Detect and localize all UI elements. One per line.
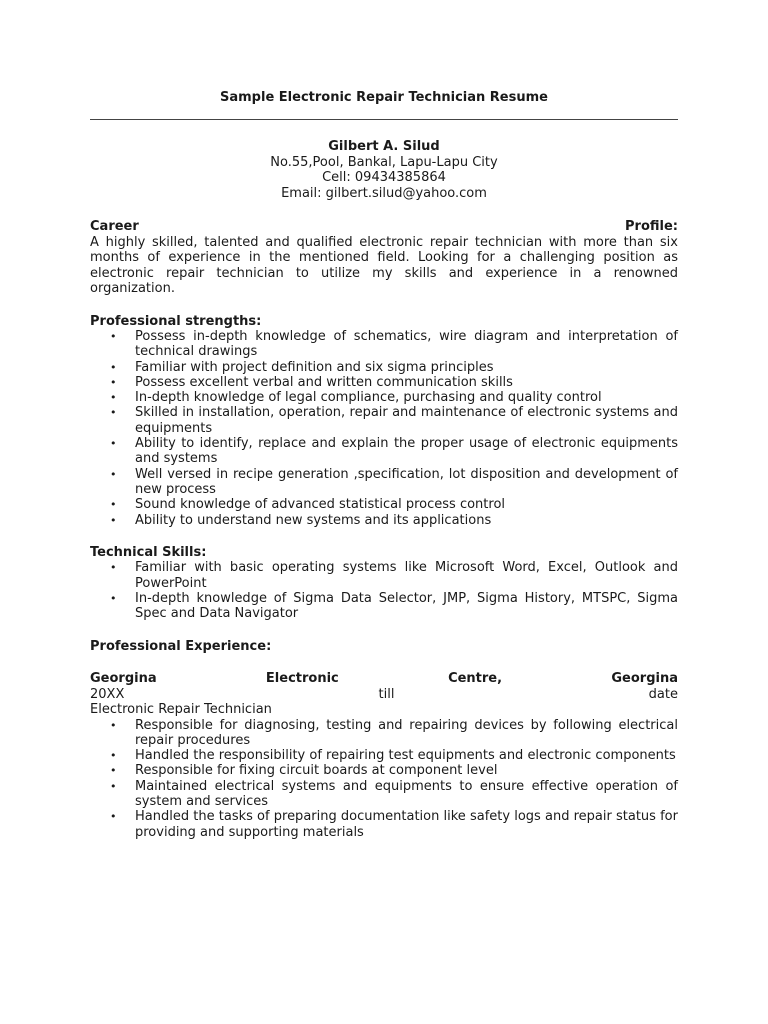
cell-line: Cell: 09434385864 (322, 170, 446, 185)
employer-word: Centre, (448, 671, 503, 687)
email-line: Email: gilbert.silud@yahoo.com (281, 185, 487, 201)
career-profile-section (90, 219, 678, 297)
list-item-text: Responsible for fixing circuit boards at component level (135, 763, 498, 779)
career-heading-right: Profile: (625, 219, 678, 234)
resume-page (90, 88, 678, 840)
experience-heading: Professional Experience: (90, 638, 272, 654)
bullet-icon: • (110, 498, 117, 512)
career-profile-text: A highly skilled, talented and qualified electronic repair technician with more than six months of experience in the mentioned field. Looking for a challenging position as electronic repair technician to utilize my skills and experience in a renowned organization. (90, 234, 678, 296)
list-item (90, 763, 678, 778)
list-item-text: Handled the responsibility of repairing test equipments and electronic components (135, 748, 676, 764)
list-item (90, 779, 678, 810)
list-item (90, 360, 678, 375)
bullet-icon: • (110, 561, 117, 575)
bullet-icon: • (110, 437, 117, 451)
bullet-icon: • (110, 330, 117, 343)
list-item (90, 405, 678, 436)
title-divider (90, 119, 678, 120)
bullet-icon: • (110, 591, 117, 605)
technical-skills-list (90, 560, 678, 621)
technical-skills-heading: Technical Skills: (90, 544, 207, 560)
list-item (90, 467, 678, 498)
bullet-icon: • (110, 360, 117, 374)
bullet-icon: • (110, 467, 117, 481)
list-item-text: Familiar with basic operating systems like Microsoft Word, Excel, Outlook and PowerPoint (135, 560, 678, 591)
candidate-name: Gilbert A. Silud (328, 139, 440, 154)
list-item-text: Ability to identify, replace and explain the proper usage of electronic equipments and systems (135, 436, 678, 467)
list-item-text: Well versed in recipe generation ,specification, lot disposition and development of new process (135, 466, 678, 497)
address-line: No.55,Pool, Bankal, Lapu-Lapu City (270, 154, 498, 170)
date-end: date (648, 686, 678, 702)
list-item (90, 718, 678, 749)
date-till: till (378, 686, 395, 702)
list-item (90, 591, 678, 622)
list-item-text: Skilled in installation, operation, repair and maintenance of electronic systems and equipments (135, 405, 678, 436)
list-item-text: Possess excellent verbal and written communication skills (135, 374, 513, 390)
list-item-text: In-depth knowledge of legal compliance, purchasing and quality control (135, 390, 602, 406)
date-line (90, 687, 678, 703)
employer-word: Georgina (90, 671, 157, 687)
bullet-icon: • (110, 779, 117, 793)
bullet-icon: • (110, 513, 117, 527)
bullet-icon: • (110, 375, 117, 389)
bullet-icon: • (110, 391, 117, 405)
bullet-icon: • (110, 406, 117, 420)
experience-duties-list (90, 718, 678, 840)
strengths-list (90, 329, 678, 528)
list-item-text: Possess in-depth knowledge of schematics, wire diagram and interpretation of technical drawings (135, 329, 678, 360)
list-item (90, 560, 678, 591)
date-start: 20XX (90, 686, 125, 702)
bullet-icon: • (110, 718, 117, 732)
employer-word: Georgina (611, 671, 678, 687)
list-item (90, 375, 678, 390)
list-item (90, 390, 678, 405)
list-item-text: In-depth knowledge of Sigma Data Selector, JMP, Sigma History, MTSPC, Sigma Spec and Data Navigator (135, 590, 678, 622)
list-item (90, 748, 678, 763)
career-profile-heading (90, 219, 678, 235)
job-title: Electronic Repair Technician (90, 702, 272, 718)
list-item (90, 809, 678, 840)
document-title: Sample Electronic Repair Technician Resume (220, 90, 548, 105)
bullet-icon: • (110, 749, 117, 763)
bullet-icon: • (110, 810, 117, 824)
list-item-text: Sound knowledge of advanced statistical process control (135, 497, 506, 513)
experience-entry (90, 671, 678, 718)
list-item-text: Maintained electrical systems and equipments to ensure effective operation of system and services (135, 778, 678, 810)
bullet-icon: • (110, 764, 117, 778)
list-item (90, 513, 678, 528)
list-item (90, 436, 678, 467)
contact-block (90, 139, 678, 201)
employer-line (90, 671, 678, 687)
list-item (90, 497, 678, 512)
list-item (90, 329, 678, 360)
list-item-text: Familiar with project definition and six sigma principles (135, 359, 494, 375)
list-item-text: Handled the tasks of preparing documentation like safety logs and repair status for providing and supporting materials (135, 809, 678, 840)
list-item-text: Responsible for diagnosing, testing and repairing devices by following electrical repair procedures (135, 717, 678, 748)
strengths-heading: Professional strengths: (90, 313, 262, 329)
career-heading-left: Career (90, 219, 139, 234)
list-item-text: Ability to understand new systems and its applications (135, 512, 492, 528)
employer-word: Electronic (265, 671, 339, 687)
